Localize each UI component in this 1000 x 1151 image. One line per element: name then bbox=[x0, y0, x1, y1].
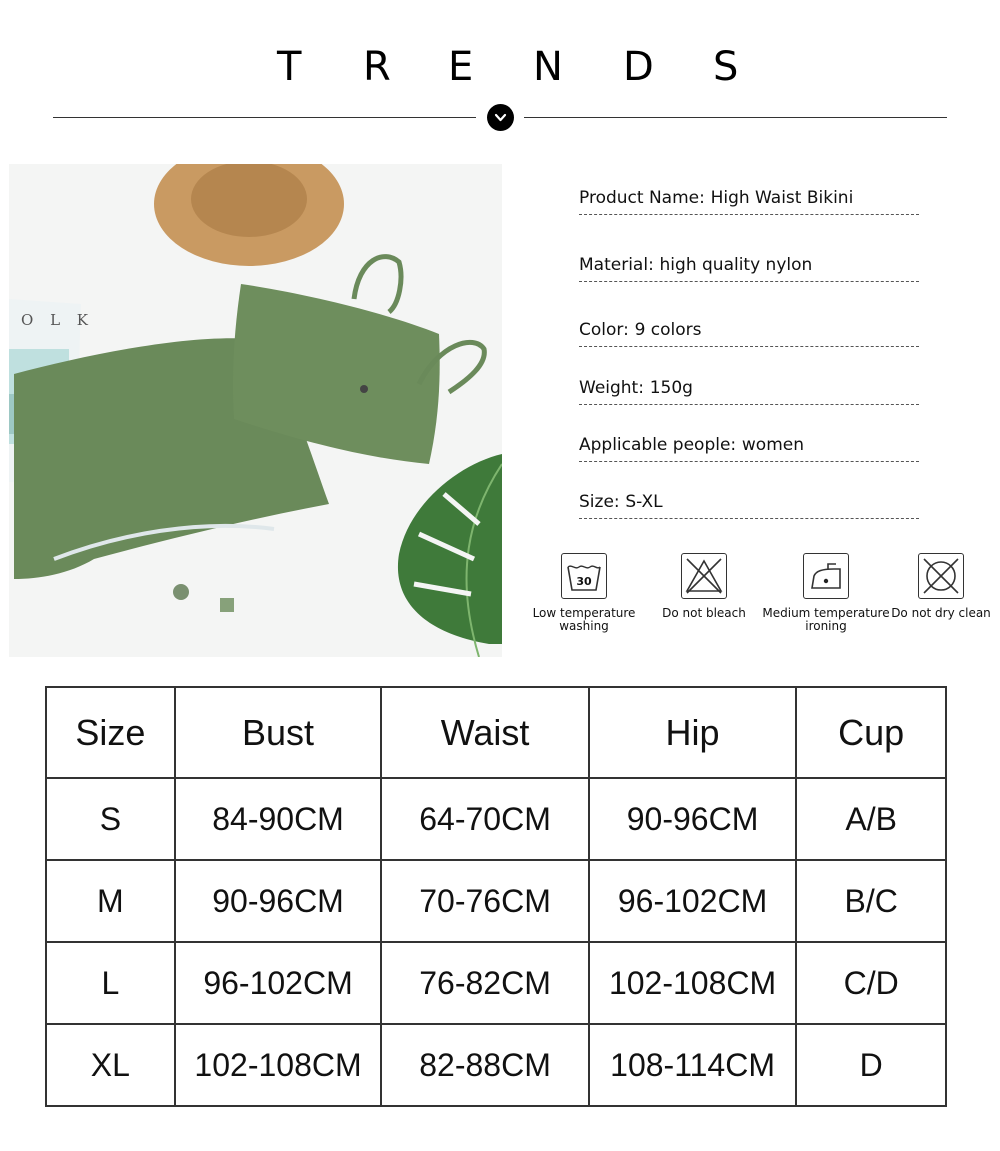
table-cell: 70-76CM bbox=[381, 860, 588, 942]
wash-temperature: 30 bbox=[576, 575, 592, 588]
spec-size bbox=[579, 492, 919, 519]
table-header-row bbox=[46, 687, 946, 778]
table-cell: C/D bbox=[796, 942, 946, 1024]
table-row bbox=[46, 942, 946, 1024]
magazine-text: O L K bbox=[21, 311, 95, 329]
spec-key: Color: bbox=[579, 320, 629, 340]
table-cell: B/C bbox=[796, 860, 946, 942]
monstera-leaf bbox=[398, 454, 502, 657]
care-label: ironing bbox=[805, 619, 847, 633]
spec-material bbox=[579, 255, 919, 282]
do-not-bleach-icon bbox=[681, 553, 727, 599]
trends-letter: T bbox=[277, 44, 302, 90]
trends-title bbox=[0, 42, 1000, 92]
table-cell: 96-102CM bbox=[175, 942, 382, 1024]
table-cell: 64-70CM bbox=[381, 778, 588, 860]
table-cell: D bbox=[796, 1024, 946, 1106]
column-header: Hip bbox=[589, 687, 797, 778]
table-cell: 90-96CM bbox=[589, 778, 797, 860]
straw-hat bbox=[154, 164, 344, 266]
chevron-down-icon bbox=[487, 104, 514, 131]
spec-weight bbox=[579, 378, 919, 405]
table-cell: L bbox=[46, 942, 175, 1024]
column-header: Waist bbox=[381, 687, 588, 778]
trends-letter: E bbox=[448, 44, 474, 90]
trends-letter: R bbox=[363, 44, 391, 90]
spec-product-name bbox=[579, 188, 919, 215]
care-label: Low temperature bbox=[532, 606, 636, 620]
table-cell: A/B bbox=[796, 778, 946, 860]
spec-applicable-people bbox=[579, 435, 919, 462]
spec-value: 9 colors bbox=[634, 320, 702, 340]
table-cell: XL bbox=[46, 1024, 175, 1106]
trends-letter: N bbox=[533, 44, 563, 90]
spec-key: Applicable people: bbox=[579, 435, 737, 455]
care-label: Do not dry clean bbox=[891, 606, 991, 620]
table-cell: 102-108CM bbox=[175, 1024, 382, 1106]
spec-value: high quality nylon bbox=[659, 255, 813, 275]
column-header: Bust bbox=[175, 687, 382, 778]
low-temperature-washing-icon bbox=[561, 553, 607, 599]
table-cell: S bbox=[46, 778, 175, 860]
size-chart-table bbox=[45, 686, 947, 1107]
table-cell: 82-88CM bbox=[381, 1024, 588, 1106]
table-cell: 96-102CM bbox=[589, 860, 797, 942]
care-do-not-dry-clean bbox=[871, 553, 1000, 620]
medium-temperature-ironing-icon bbox=[803, 553, 849, 599]
spec-key: Material: bbox=[579, 255, 654, 275]
trends-letter: D bbox=[623, 44, 654, 90]
care-do-not-bleach bbox=[634, 553, 774, 620]
spec-value: S-XL bbox=[625, 492, 663, 512]
care-label: washing bbox=[559, 619, 609, 633]
spec-color bbox=[579, 320, 919, 347]
table-cell: 108-114CM bbox=[589, 1024, 797, 1106]
divider-left bbox=[53, 117, 476, 118]
spec-key: Size: bbox=[579, 492, 620, 512]
care-label: Medium temperature bbox=[762, 606, 890, 620]
table-cell: 84-90CM bbox=[175, 778, 382, 860]
table-cell: M bbox=[46, 860, 175, 942]
table-cell: 76-82CM bbox=[381, 942, 588, 1024]
care-label: Do not bleach bbox=[662, 606, 746, 620]
divider-right bbox=[524, 117, 947, 118]
trends-letter: S bbox=[713, 44, 739, 90]
spec-key: Weight: bbox=[579, 378, 644, 398]
table-row bbox=[46, 1024, 946, 1106]
table-row bbox=[46, 860, 946, 942]
column-header: Size bbox=[46, 687, 175, 778]
spec-value: High Waist Bikini bbox=[710, 188, 854, 208]
table-cell: 90-96CM bbox=[175, 860, 382, 942]
column-header: Cup bbox=[796, 687, 946, 778]
do-not-dry-clean-icon bbox=[918, 553, 964, 599]
table-row bbox=[46, 778, 946, 860]
spec-key: Product Name: bbox=[579, 188, 705, 208]
spec-value: 150g bbox=[649, 378, 693, 398]
spec-value: women bbox=[741, 435, 804, 455]
care-low-temperature-washing bbox=[514, 553, 654, 633]
table-cell: 102-108CM bbox=[589, 942, 797, 1024]
product-photo bbox=[9, 164, 502, 657]
